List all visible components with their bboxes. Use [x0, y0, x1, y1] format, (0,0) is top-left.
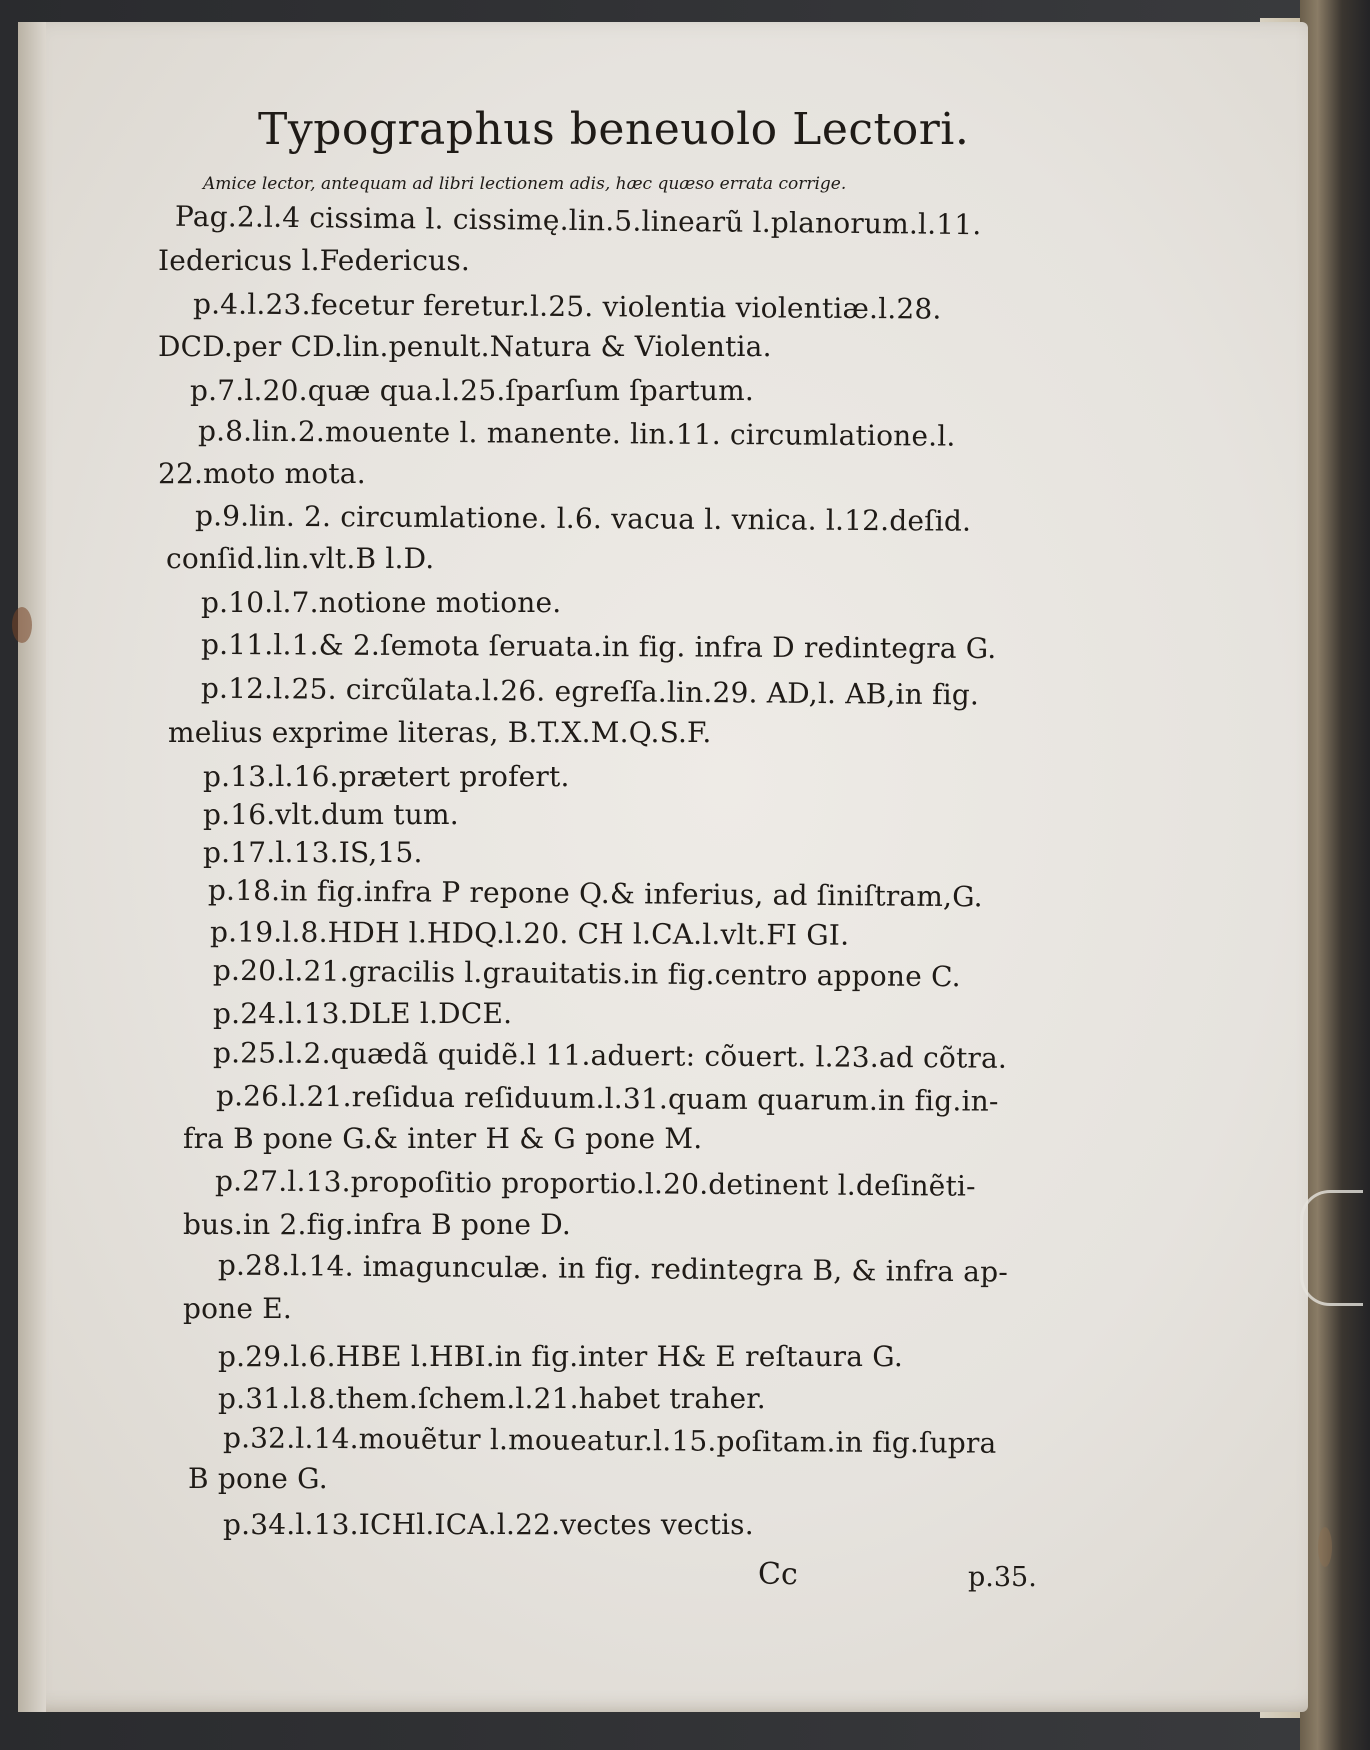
- signature-mark: Cc: [758, 1557, 798, 1592]
- errata-line: p.17.l.13.IS,15.: [203, 836, 423, 869]
- errata-line: p.16.vlt.dum tum.: [203, 798, 459, 831]
- errata-line: p.20.l.21.gracilis l.grauitatis.in fig.centro appone C.: [212, 953, 961, 994]
- errata-line: p.29.l.6.HBE l.HBI.in fig.inter H& E reſtaura G.: [218, 1340, 903, 1373]
- errata-line: p.8.lin.2.mouente l. manente. lin.11. circumlatione.l.: [197, 414, 956, 453]
- errata-line: p.12.l.25. circũlata.l.26. egreſſa.lin.29. AD,l. AB,in fig.: [200, 671, 980, 712]
- errata-line: p.7.l.20.quæ qua.l.25.ſparſum ſpartum.: [190, 374, 754, 407]
- foxing-stain: [12, 607, 32, 643]
- book-edge: [1300, 0, 1370, 1750]
- errata-line: p.11.l.1.& 2.ſemota ſeruata.in fig. infra D redintegra G.: [200, 627, 997, 666]
- errata-line: p.19.l.8.HDH l.HDQ.l.20. CH l.CA.l.vlt.FI GI.: [209, 915, 850, 952]
- errata-line: p.32.l.14.mouẽtur l.moueatur.l.15.poſitam.in fig.ſupra: [222, 1421, 997, 1460]
- page-clip: [1300, 1190, 1363, 1306]
- errata-line: p.9.lin. 2. circumlatione. l.6. vacua l. vnica. l.12.deſid.: [194, 499, 972, 538]
- errata-line: fra B pone G.& inter H & G pone M.: [183, 1122, 703, 1155]
- errata-line: p.27.l.13.propoſitio proportio.l.20.detinent l.deſinẽti-: [214, 1164, 976, 1203]
- errata-line: pone E.: [183, 1292, 293, 1325]
- errata-line: p.31.l.8.them.ſchem.l.21.habet traher.: [218, 1382, 766, 1415]
- errata-line: DCD.per CD.lin.penult.Natura & Violentia.: [158, 330, 772, 363]
- errata-line: p.24.l.13.DLE l.DCE.: [213, 997, 513, 1030]
- errata-line: melius exprime literas, B.T.X.M.Q.S.F.: [168, 716, 712, 749]
- errata-line: p.25.l.2.quædã quidẽ.l 11.aduert: cõuert. l.23.ad cõtra.: [212, 1036, 1008, 1075]
- errata-line: p.34.l.13.ICHl.ICA.l.22.vectes vectis.: [223, 1508, 754, 1541]
- errata-line: p.13.l.16.prætert profert.: [203, 760, 570, 793]
- errata-line: p.18.in fig.infra P repone Q.& inferius, ad ſiniſtram,G.: [207, 873, 984, 914]
- errata-line: B pone G.: [188, 1462, 328, 1495]
- foxing-stain: [1318, 1527, 1332, 1567]
- book-page: [18, 22, 1308, 1712]
- errata-line: p.28.l.14. imagunculæ. in fig. redintegra B, & infra ap-: [217, 1248, 1009, 1289]
- errata-line: p.10.l.7.notione motione.: [201, 586, 562, 619]
- errata-line: p.26.l.21.reſidua reſiduum.l.31.quam quarum.in fig.in-: [215, 1079, 999, 1118]
- errata-line: p.4.l.23.fecetur feretur.l.25. violentia violentiæ.l.28.: [192, 287, 942, 326]
- page-title: Typographus beneuolo Lectori.: [258, 104, 970, 155]
- intro-line: Amice lector, antequam ad libri lectionem adis, hæc quæso errata corrige.: [203, 174, 847, 194]
- errata-line: conſid.lin.vlt.B l.D.: [166, 542, 435, 575]
- errata-line: bus.in 2.fig.infra B pone D.: [183, 1208, 572, 1241]
- errata-line: 22.moto mota.: [158, 457, 366, 490]
- errata-line: Pag.2.l.4 cissima l. cissimę.lin.5.linearũ l.planorum.l.11.: [174, 199, 982, 242]
- errata-line: Iedericus l.Federicus.: [158, 244, 470, 277]
- page-gutter: [18, 22, 46, 1712]
- catchword: p.35.: [968, 1562, 1037, 1593]
